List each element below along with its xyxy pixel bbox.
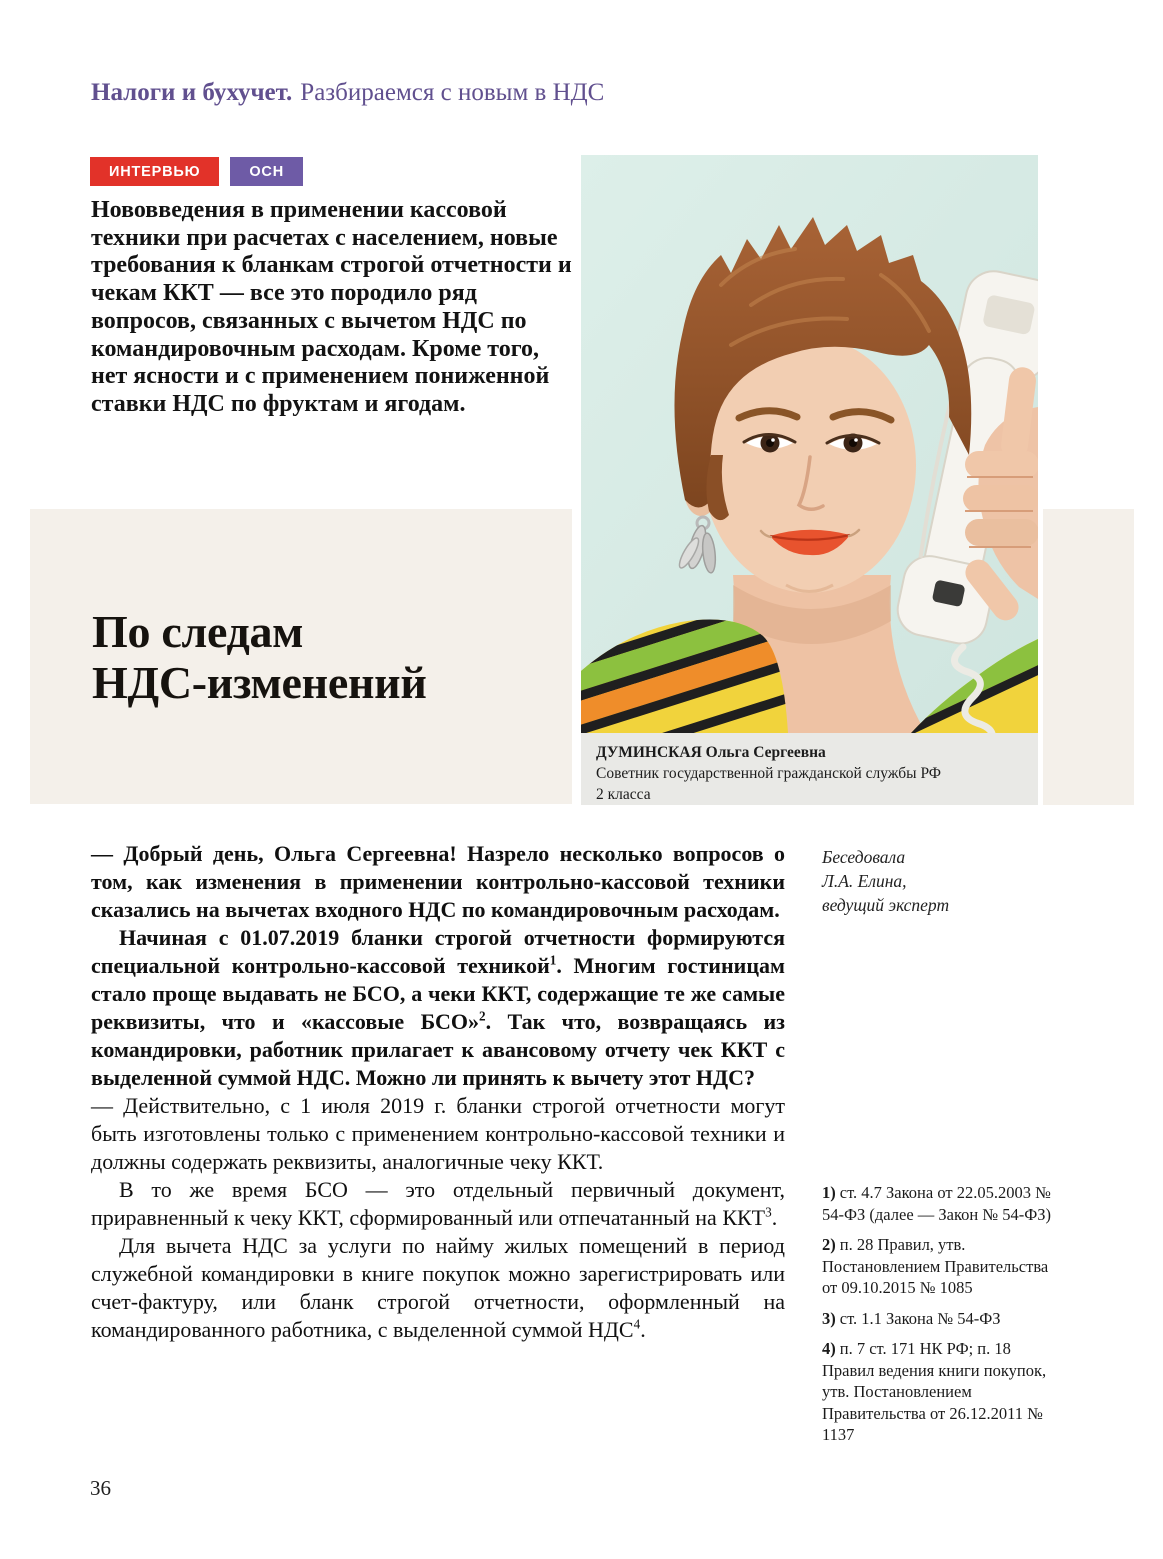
interviewer-line3: ведущий эксперт	[822, 895, 950, 915]
article-paragraph: — Действительно, с 1 июля 2019 г. бланки строгой отчетности могут быть изготовлены только с применением контрольно-кассовой техники и должны содержать реквизиты, аналогичные чеку ККТ.	[91, 1093, 785, 1174]
interviewer-line1: Беседовала	[822, 847, 906, 867]
article-paragraph: — Добрый день, Ольга Сергеевна! Назрело несколько вопросов о том, как изменения в применении контрольно-кассовой техники сказались на вычетах входного НДС по командировочным расходам.	[91, 841, 785, 922]
photo-caption	[581, 733, 1038, 805]
badge-interview: ИНТЕРВЬЮ	[90, 157, 219, 186]
footnote-3: 3) ст. 1.1 Закона № 54-ФЗ	[822, 1308, 1001, 1328]
article-title-line1: По следам	[92, 606, 304, 657]
caption-role-line2: 2 класса	[596, 786, 651, 803]
footnote-ref: 1	[549, 952, 557, 968]
lead-paragraph: Нововведения в применении кассовой техники при расчетах с населением, новые требования к бланкам строгой отчетности и чекам ККТ — все это породило ряд вопросов, связанных с вычетом НДС по командировочным расходам. Кроме того, нет ясности и с применением пониженной ставки НДС по фруктам и ягодам.	[91, 197, 572, 417]
footnote-ref: 2	[478, 1008, 486, 1024]
footnote-ref: 4	[633, 1316, 641, 1332]
rubric-subtitle: Разбираемся с новым в НДС	[300, 79, 605, 106]
footnotes	[822, 1182, 1062, 1455]
article-title	[92, 606, 562, 708]
portrait-photo	[581, 155, 1038, 733]
rubric-title: Налоги и бухучет.	[91, 79, 293, 106]
article-paragraph: Начиная с 01.07.2019 бланки строгой отчетности формируются специальной контрольно-кассовой техникой$^1$. Многим гостиницам стало проще выдавать не БСО, а чеки ККТ, содержащие те же самые реквизиты, что и «кассовые БСО»$^2$. Так что, возвращаясь из командировки, работник прилагает к авансовому отчету чек ККТ с выделенной суммой НДС. Можно ли принять к вычету этот НДС?	[91, 925, 785, 1090]
page-number: 36	[90, 1476, 111, 1500]
footnote-4: 4) п. 7 ст. 171 НК РФ; п. 18 Правил ведения книги покупок, утв. Постановлением Правительства от 26.12.2011 № 1137	[822, 1339, 1047, 1444]
right-accent-band	[1043, 509, 1134, 805]
footnote-1: 1) ст. 4.7 Закона от 22.05.2003 № 54-ФЗ (далее — Закон № 54-ФЗ)	[822, 1183, 1052, 1224]
article-paragraph: Для вычета НДС за услуги по найму жилых помещений в период служебной командировки в книге покупок можно зарегистрировать или счет-фактуру, или бланк строгой отчетности, оформленный на командированного работника, с выделенной суммой НДС$^4$.	[91, 1233, 785, 1342]
portrait-photo-illustration	[581, 155, 1038, 733]
interviewer-credit	[822, 845, 949, 917]
footnote-ref: 3	[765, 1204, 772, 1220]
article-title-line2: НДС-изменений	[92, 657, 427, 708]
badge-osn: ОСН	[230, 157, 303, 186]
footnote-2: 2) п. 28 Правил, утв. Постановлением Правительства от 09.10.2015 № 1085	[822, 1235, 1049, 1297]
article-body	[91, 840, 785, 1344]
page-kicker	[91, 79, 604, 107]
interviewer-line2: Л.А. Елина,	[822, 871, 907, 891]
caption-role-line1: Советник государственной гражданской службы РФ	[596, 765, 942, 782]
article-paragraph: В то же время БСО — это отдельный первичный документ, приравненный к чеку ККТ, сформированный или отпечатанный на ККТ$^3$.	[91, 1177, 785, 1230]
caption-name: ДУМИНСКАЯ Ольга Сергеевна	[596, 744, 826, 761]
badges-row	[90, 157, 303, 186]
